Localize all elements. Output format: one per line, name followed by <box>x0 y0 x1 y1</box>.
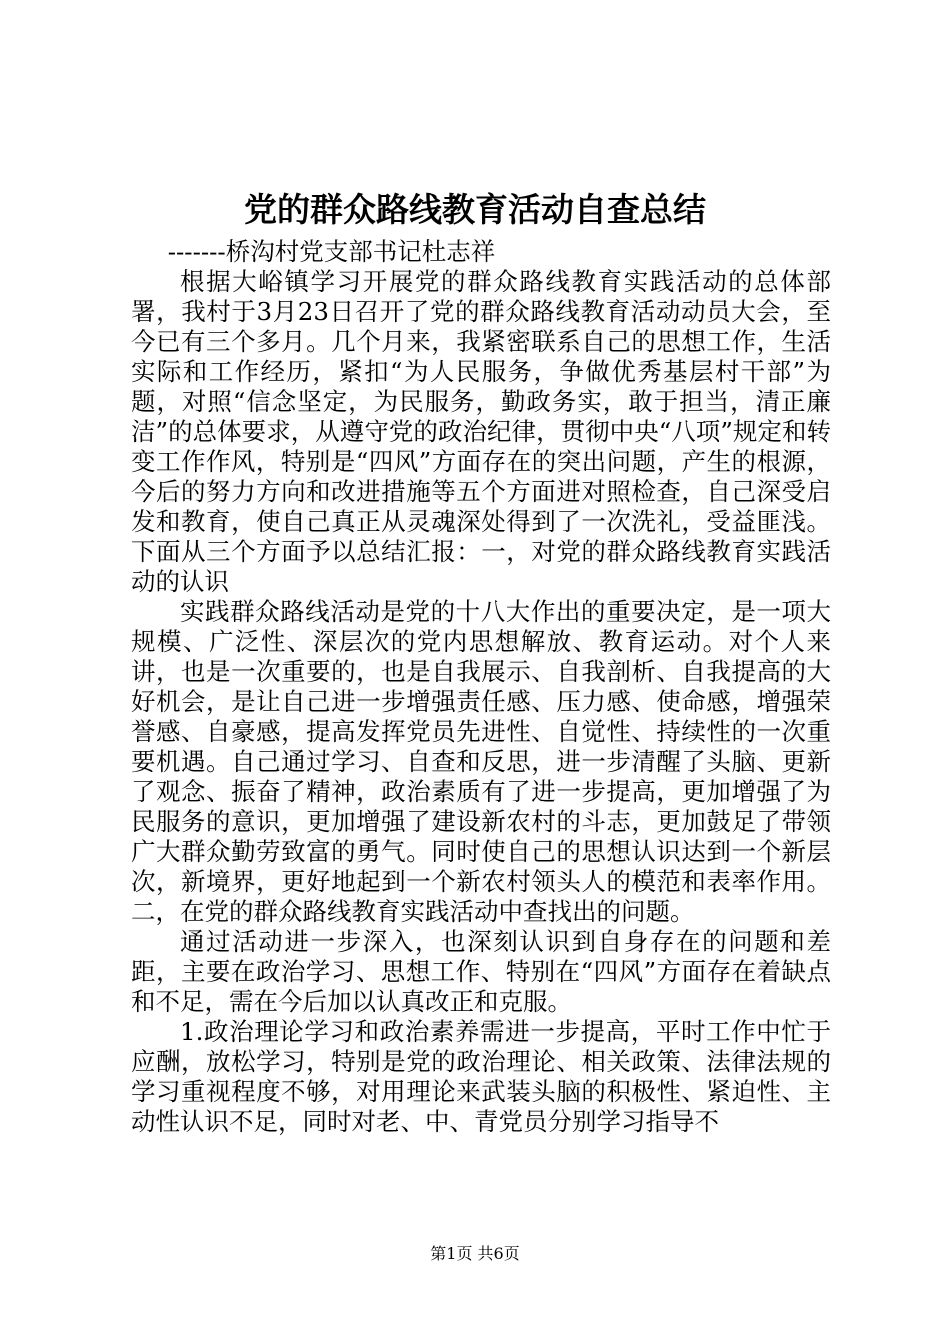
paragraph: 实践群众路线活动是党的十八大作出的重要决定，是一项大规模、广泛性、深层次的党内思想解放、教育运动。对个人来讲，也是一次重要的，也是自我展示、自我剖析、自我提高的大好机会，是让自己进一步增强责任感、压力感、使命感，增强荣誉感、自豪感，提高发挥党员先进性、自觉性、持续性的一次重要机遇。自己通过学习、自查和反思，进一步清醒了头脑、更新了观念、振奋了精神，政治素质有了进一步提高，更加增强了为民服务的意识，更加增强了建设新农村的斗志，更加鼓足了带领广大群众勤劳致富的勇气。同时使自己的思想认识达到一个新层次，新境界，更好地起到一个新农村领头人的模范和表率作用。二，在党的群众路线教育实践活动中查找出的问题。 <box>131 597 831 926</box>
document-title: 党的群众路线教育活动自查总结 <box>244 190 706 229</box>
page-number-footer: 第1页 共6页 <box>430 1244 520 1263</box>
document-body <box>131 237 831 1137</box>
paragraph: 根据大峪镇学习开展党的群众路线教育实践活动的总体部署，我村于3月23日召开了党的群众路线教育活动动员大会，至今已有三个多月。几个月来，我紧密联系自己的思想工作，生活实际和工作经历，紧扣“为人民服务，争做优秀基层村干部”为题，对照“信念坚定，为民服务，勤政务实，敢于担当，清正廉洁”的总体要求，从遵守党的政治纪律，贯彻中央“八项”规定和转变工作作风，特别是“四风”方面存在的突出问题，产生的根源，今后的努力方向和改进措施等五个方面进对照检查，自己深受启发和教育，使自己真正从灵魂深处得到了一次洗礼，受益匪浅。下面从三个方面予以总结汇报：一，对党的群众路线教育实践活动的认识 <box>131 267 831 596</box>
byline: -------桥沟村党支部书记杜志祥 <box>167 237 496 266</box>
paragraph: 通过活动进一步深入，也深刻认识到自身存在的问题和差距，主要在政治学习、思想工作、特别在“四风”方面存在着缺点和不足，需在今后加以认真改正和克服。 <box>131 927 831 1016</box>
paragraph: 1.政治理论学习和政治素养需进一步提高，平时工作中忙于应酬，放松学习，特别是党的政治理论、相关政策、法律法规的学习重视程度不够，对用理论来武装头脑的积极性、紧迫性、主动性认识不足，同时对老、中、青党员分别学习指导不 <box>131 1017 831 1136</box>
